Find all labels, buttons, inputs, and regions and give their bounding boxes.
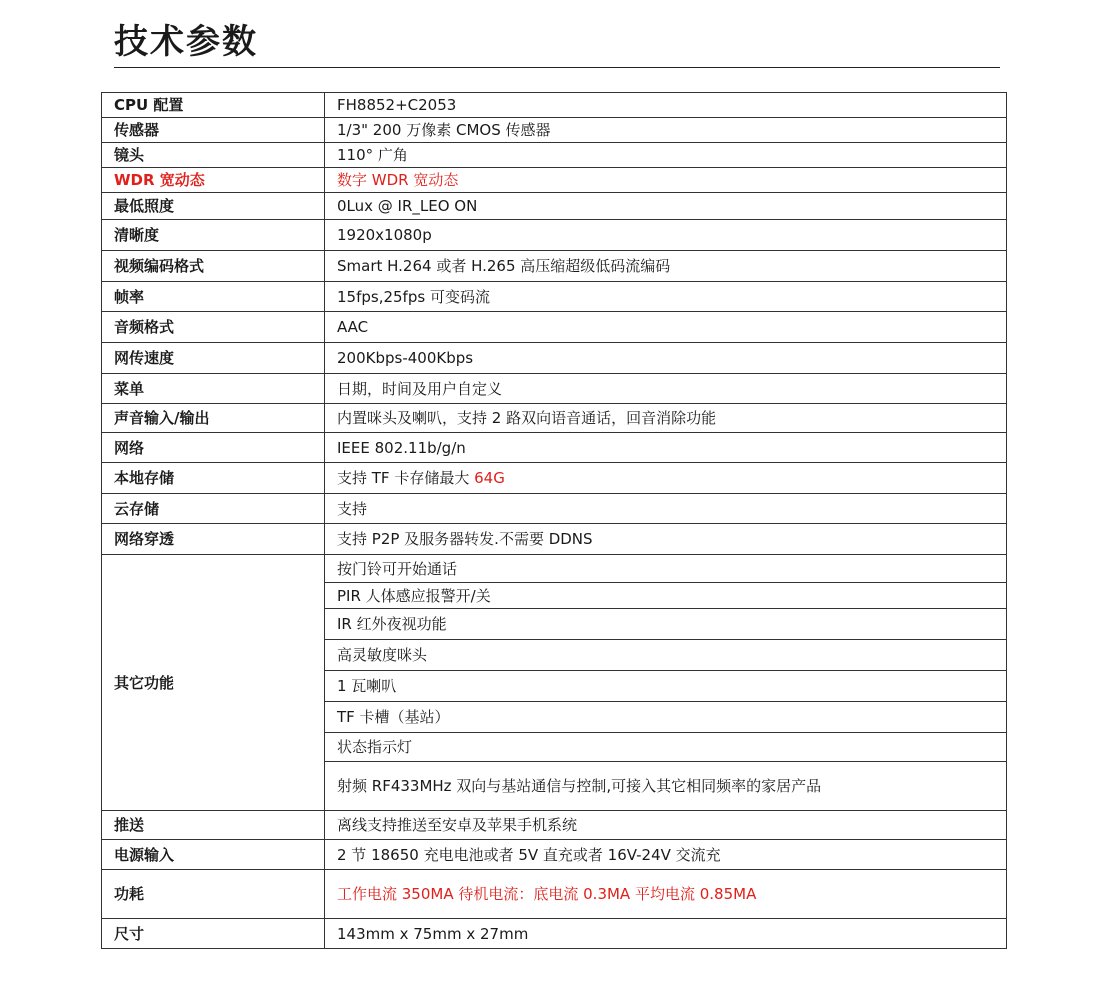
row-value: IEEE 802.11b/g/n: [325, 433, 1007, 463]
spec-table: [101, 92, 1007, 949]
row-value: 1/3" 200 万像素 CMOS 传感器: [325, 118, 1007, 143]
table-row: [102, 524, 1007, 555]
feature-item: IR 红外夜视功能: [325, 609, 1007, 640]
row-value: 15fps,25fps 可变码流: [325, 282, 1007, 312]
table-row: [102, 463, 1007, 494]
row-key: 其它功能: [102, 555, 325, 811]
row-key: 清晰度: [102, 220, 325, 251]
table-row: [102, 870, 1007, 919]
row-key: WDR 宽动态: [102, 168, 325, 193]
row-key: CPU 配置: [102, 93, 325, 118]
row-value: 0Lux @ IR_LEO ON: [325, 193, 1007, 220]
title-divider: [114, 67, 1000, 68]
row-value: 日期，时间及用户自定义: [325, 374, 1007, 404]
storage-highlight: 64G: [474, 469, 505, 487]
table-row: [102, 811, 1007, 840]
table-row: [102, 193, 1007, 220]
row-value: 2 节 18650 充电电池或者 5V 直充或者 16V-24V 交流充: [325, 840, 1007, 870]
row-value: Smart H.264 或者 H.265 高压缩超级低码流编码: [325, 251, 1007, 282]
table-row: [102, 343, 1007, 374]
row-key: 传感器: [102, 118, 325, 143]
row-value: 110° 广角: [325, 143, 1007, 168]
row-key: 电源输入: [102, 840, 325, 870]
row-key: 云存储: [102, 494, 325, 524]
row-value: 1920x1080p: [325, 220, 1007, 251]
feature-item: 按门铃可开始通话: [325, 555, 1007, 583]
table-row: [102, 118, 1007, 143]
row-key: 声音输入/输出: [102, 404, 325, 433]
page-title: 技术参数: [114, 22, 258, 62]
row-value: FH8852+C2053: [325, 93, 1007, 118]
row-key: 帧率: [102, 282, 325, 312]
table-row: [102, 374, 1007, 404]
row-value: 支持: [325, 494, 1007, 524]
row-value: 支持 P2P 及服务器转发.不需要 DDNS: [325, 524, 1007, 555]
row-key: 尺寸: [102, 919, 325, 949]
table-row: [102, 312, 1007, 343]
row-key: 功耗: [102, 870, 325, 919]
row-value: 离线支持推送至安卓及苹果手机系统: [325, 811, 1007, 840]
table-row: [102, 433, 1007, 463]
row-value: 工作电流 350MA 待机电流：底电流 0.3MA 平均电流 0.85MA: [325, 870, 1007, 919]
table-row: [102, 93, 1007, 118]
feature-item: 状态指示灯: [325, 733, 1007, 762]
table-row: [102, 840, 1007, 870]
feature-item: 1 瓦喇叭: [325, 671, 1007, 702]
feature-item: PIR 人体感应报警开/关: [325, 583, 1007, 609]
table-row: [102, 494, 1007, 524]
row-key: 推送: [102, 811, 325, 840]
row-value: [325, 463, 1007, 494]
row-value: 数字 WDR 宽动态: [325, 168, 1007, 193]
row-key: 本地存储: [102, 463, 325, 494]
row-value: 内置咪头及喇叭，支持 2 路双向语音通话，回音消除功能: [325, 404, 1007, 433]
storage-text: 支持 TF 卡存储最大: [337, 469, 475, 487]
row-value: 143mm x 75mm x 27mm: [325, 919, 1007, 949]
row-key: 音频格式: [102, 312, 325, 343]
feature-item: TF 卡槽（基站）: [325, 702, 1007, 733]
row-key: 网传速度: [102, 343, 325, 374]
row-key: 最低照度: [102, 193, 325, 220]
table-row: [102, 251, 1007, 282]
table-row: [102, 220, 1007, 251]
row-key: 网络穿透: [102, 524, 325, 555]
table-row: [102, 555, 1007, 583]
table-row: [102, 919, 1007, 949]
row-key: 网络: [102, 433, 325, 463]
feature-item: 高灵敏度咪头: [325, 640, 1007, 671]
row-key: 菜单: [102, 374, 325, 404]
row-key: 镜头: [102, 143, 325, 168]
table-row: [102, 404, 1007, 433]
row-key: 视频编码格式: [102, 251, 325, 282]
table-row: [102, 143, 1007, 168]
row-value: 200Kbps-400Kbps: [325, 343, 1007, 374]
feature-item: 射频 RF433MHz 双向与基站通信与控制,可接入其它相同频率的家居产品: [325, 762, 1007, 811]
table-row: [102, 282, 1007, 312]
row-value: AAC: [325, 312, 1007, 343]
table-row: [102, 168, 1007, 193]
